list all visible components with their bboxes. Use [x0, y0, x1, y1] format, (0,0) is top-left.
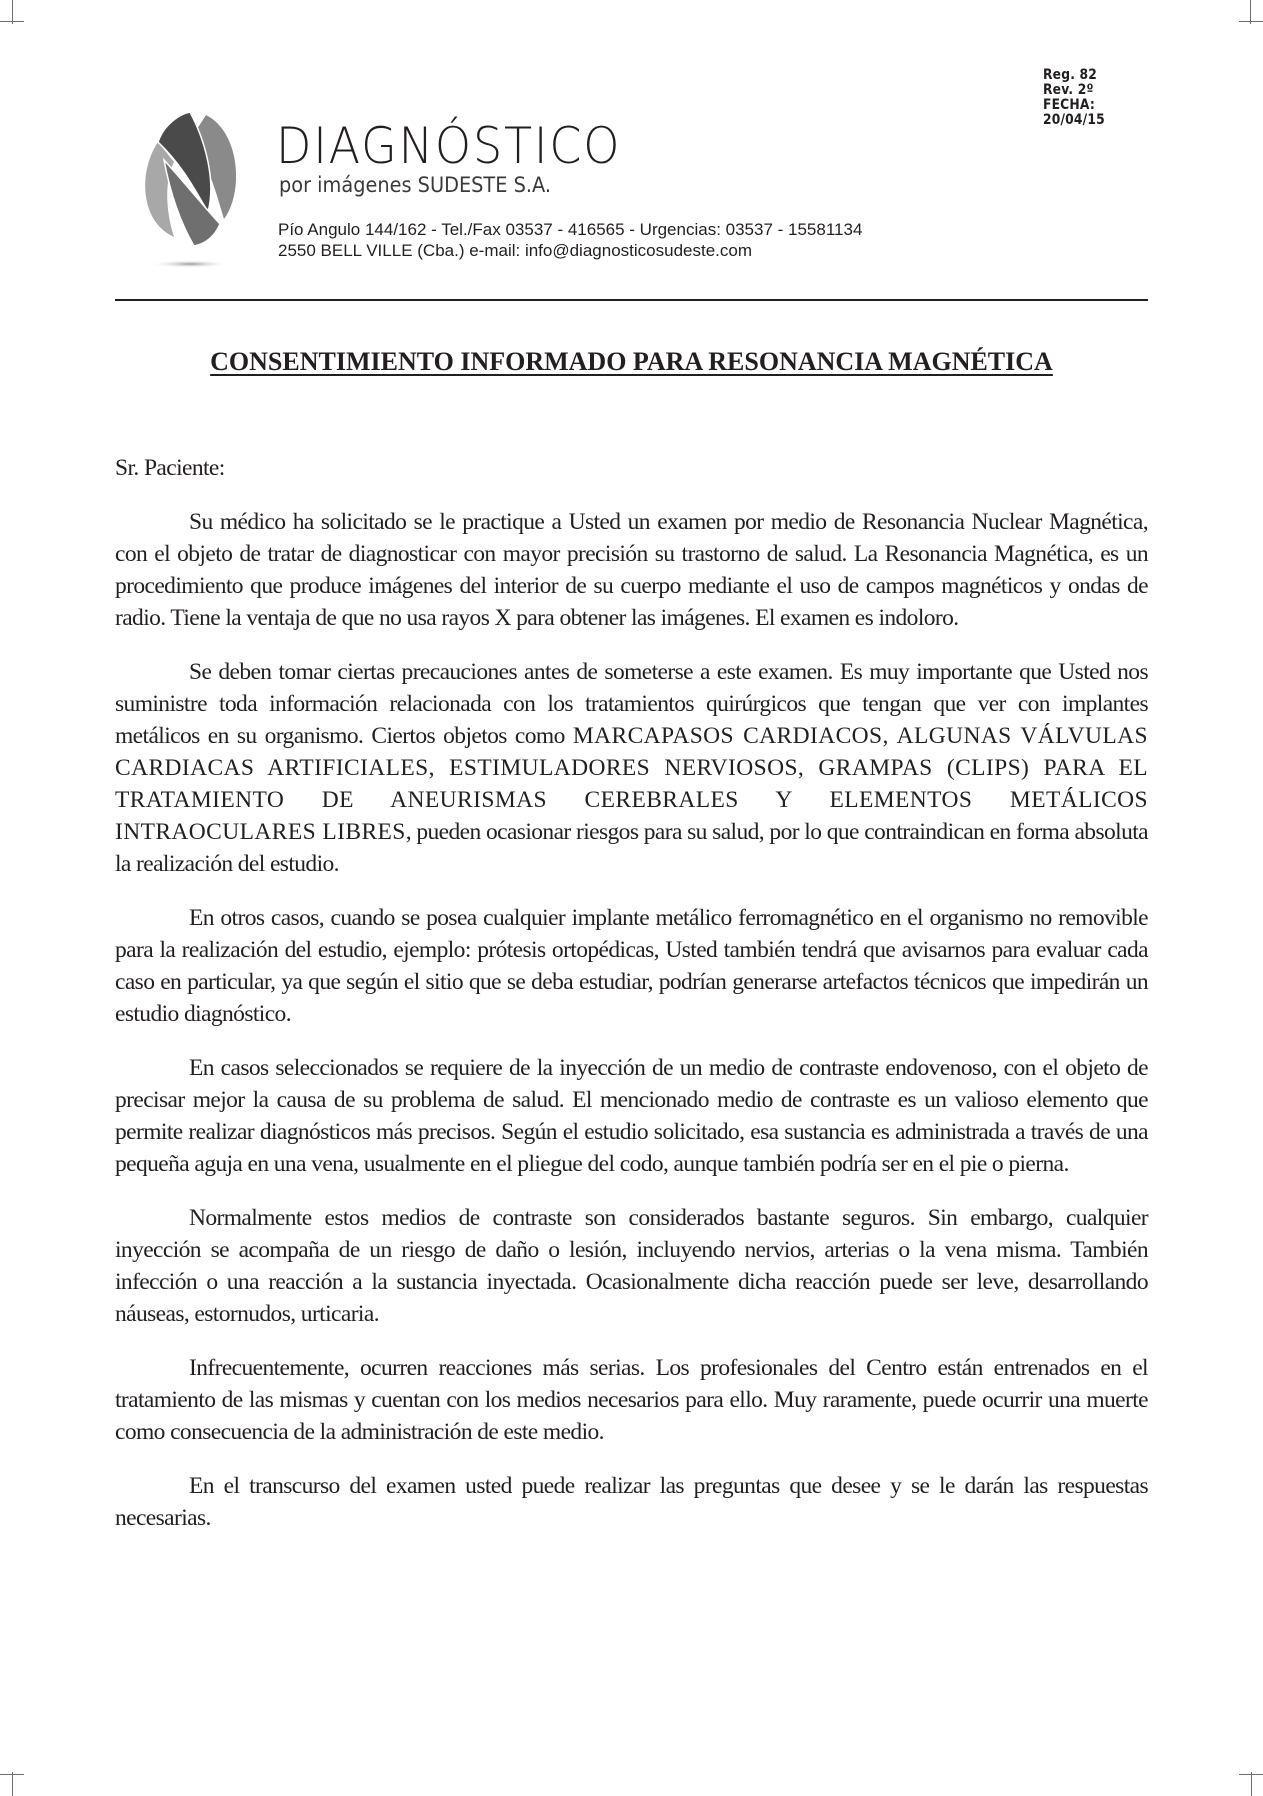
crop-mark-bottom-right-h [1239, 1774, 1263, 1775]
crop-mark-top-left-h [0, 21, 24, 22]
salutation: Sr. Paciente: [115, 455, 225, 481]
registry-fecha-value: 20/04/15 [1043, 112, 1105, 128]
brand-subtitle: por imágenes SUDESTE S.A. [279, 173, 552, 197]
registry-rev: Rev. 2º [1043, 82, 1094, 98]
logo-shadow [150, 260, 230, 268]
logo-leaf-light [145, 142, 174, 237]
document-title: CONSENTIMIENTO INFORMADO PARA RESONANCIA MAGNÉTICA [210, 347, 1053, 376]
address-line-1: Pío Angulo 144/162 - Tel./Fax 03537 - 416565 - Urgencias: 03537 - 15581134 [278, 220, 863, 239]
paragraph-serious-reactions: Infrecuentemente, ocurren reacciones más serias. Los profesionales del Centro están entrenados en el tratamiento de las mismas y cuentan con los medios necesarios para ello. Muy raramente, puede ocurrir una muerte como consecuencia de la administración de este medio. [115, 1355, 1148, 1445]
paragraph-contrast-safety: Normalmente estos medios de contraste son considerados bastante seguros. Sin embargo, cualquier inyección se acompaña de un riesgo de daño o lesión, incluyendo nervios, arterias o la vena misma. También infección o una reacción a la sustancia inyectada. Ocasionalmente dicha reacción puede ser leve, desarrollando náuseas, estornudos, urticaria. [115, 1205, 1148, 1327]
brand-name: DIAGNÓSTICO [276, 117, 622, 175]
header-divider [115, 299, 1148, 301]
paragraph-contrast: En casos seleccionados se requiere de la inyección de un medio de contraste endovenoso, con el objeto de precisar mejor la causa de su problema de salud. El mencionado medio de contraste es un valioso elemento que permite realizar diagnósticos más precisos. Según el estudio solicitado, esa sustancia es administrada a través de una pequeña aguja en una vena, usualmente en el pliegue del codo, aunque también podría ser en el pie o pierna. [115, 1055, 1148, 1177]
paragraph-precautions [115, 656, 1148, 880]
crop-mark-bottom-left-v [12, 1772, 13, 1796]
crop-mark-bottom-left-h [0, 1774, 24, 1775]
registry-reg: Reg. 82 [1043, 67, 1098, 83]
precautions-contraindications-caps: MARCAPASOS CARDIACOS, ALGUNAS VÁLVULAS CARDIACAS ARTIFICIALES, ESTIMULADORES NERVIOSOS, GRAMPAS (CLIPS) PARA EL TRATAMIENTO DE ANEURISMAS CEREBRALES Y ELEMENTOS METÁLICOS INTRAOCULARES LIBRES [115, 723, 1148, 845]
paragraph-implants: En otros casos, cuando se posea cualquier implante metálico ferromagnético en el organismo no removible para la realización del estudio, ejemplo: prótesis ortopédicas, Usted también tendrá que avisarnos para evaluar cada caso en particular, ya que según el sitio que se deba estudiar, podrían generarse artefactos técnicos que impedirán un estudio diagnóstico. [115, 905, 1148, 1027]
crop-mark-bottom-right-v [1251, 1772, 1252, 1796]
interlocking-leaves-logo-icon [144, 112, 236, 272]
registry-block [1043, 68, 1105, 128]
paragraph-intro: Su médico ha solicitado se le practique a Usted un examen por medio de Resonancia Nuclear Magnética, con el objeto de tratar de diagnosticar con mayor precisión su trastorno de salud. La Resonancia Magnética, es un procedimiento que produce imágenes del interior de su cuerpo mediante el uso de campos magnéticos y ondas de radio. Tiene la ventaja de que no usa rayos X para obtener las imágenes. El examen es indoloro. [115, 509, 1148, 631]
crop-mark-top-right-h [1239, 21, 1263, 22]
document-body [115, 452, 1148, 1556]
registry-fecha-label: FECHA: [1043, 97, 1095, 113]
precautions-text-before: Se deben tomar ciertas precauciones antes de someterse a este examen. Es muy importante que Usted nos suministre toda información relacionada con los tratamientos quirúrgicos que tengan que ver con implantes metálicos en su organismo. Ciertos objetos como [115, 659, 1148, 749]
paragraph-questions: En el transcurso del examen usted puede realizar las preguntas que desee y se le darán las respuestas necesarias. [115, 1473, 1148, 1531]
precautions-text-after: , pueden ocasionar riesgos para su salud, por lo que contraindican en forma absoluta la realización del estudio. [115, 819, 1148, 877]
address-line-2: 2550 BELL VILLE (Cba.) e-mail: info@diagnosticosudeste.com [278, 241, 752, 260]
address-block [278, 219, 862, 261]
